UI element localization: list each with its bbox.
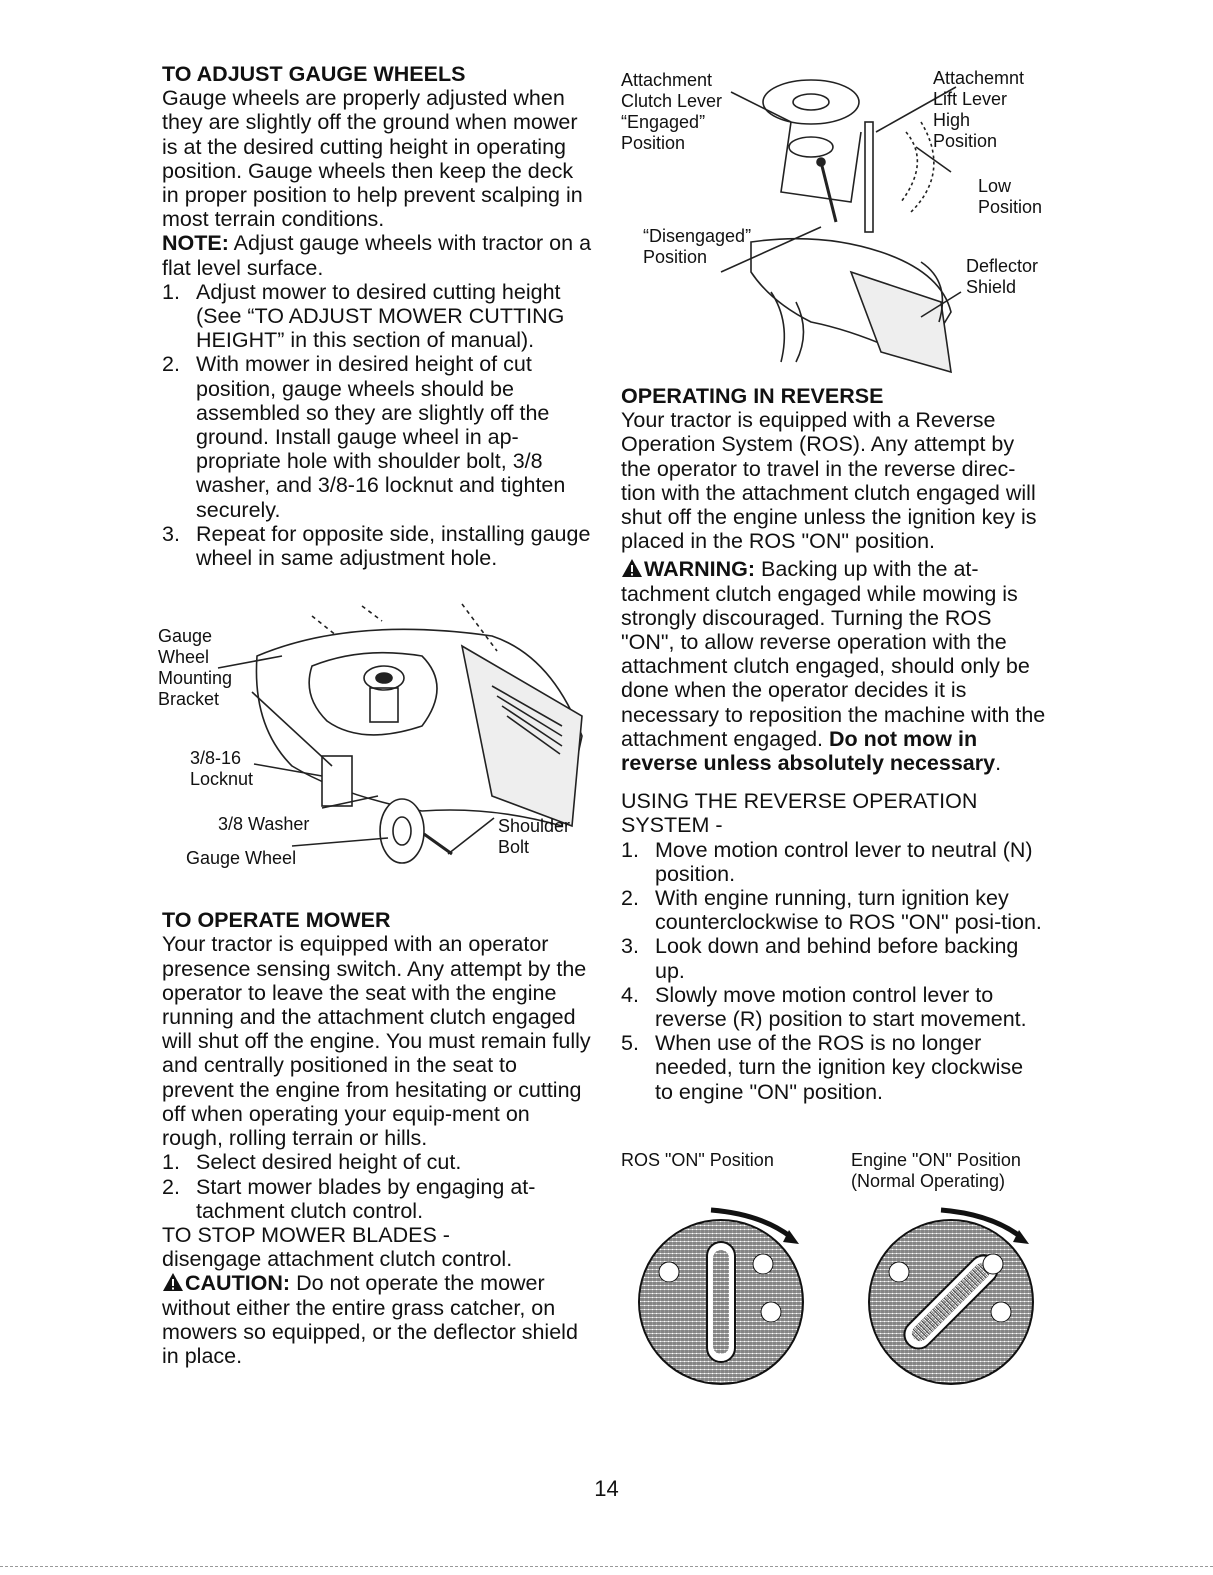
left-column <box>158 62 594 1368</box>
step-text: Slowly move motion control lever to reverse (R) position to start movement. <box>655 982 1027 1032</box>
step-number: 3. <box>621 934 639 959</box>
step-text: Move motion control lever to neutral (N) position. <box>655 837 1033 886</box>
warning-bold-text: Do not mow in reverse unless absolutely necessary <box>621 726 996 776</box>
label-shoulder-bolt: Shoulder Bolt <box>498 816 571 858</box>
page-number: 14 <box>594 1476 619 1501</box>
list-item <box>162 280 594 353</box>
using-ros-heading: USING THE REVERSE OPERATION SYSTEM - <box>621 789 978 838</box>
list-item <box>162 352 594 521</box>
page-bottom-rule <box>0 1566 1213 1567</box>
step-text: When use of the ROS is no longer needed, turn the ignition key clockwise to engine "ON" position. <box>655 1031 1024 1104</box>
operate-mower-text: Your tractor is equipped with an operator presence sensing switch. Any attempt by the operator to leave the seat with the engine running and the attachment clutch engaged will shut off the engine. You must remain fully and centrally positioned in the seat to prevent the engine from hesitating or cutting off when operating your equip-ment on rough, rolling terrain or hills. <box>162 932 591 1151</box>
warning-icon <box>621 558 643 578</box>
list-item <box>162 1175 594 1223</box>
gauge-wheels-intro: Gauge wheels are properly adjusted when they are slightly off the ground when mower is at the desired cutting height in operating position. Gauge wheels then keep the deck in proper position to help prevent scalping in most terrain conditions. <box>162 86 583 232</box>
label-mounting-bracket: Gauge Wheel Mounting Bracket <box>158 626 233 710</box>
right-column <box>621 62 1046 1400</box>
warning-paragraph <box>621 557 1046 775</box>
warning-end: . <box>995 751 1002 776</box>
gauge-wheels-steps <box>162 280 594 570</box>
step-number: 3. <box>162 521 180 546</box>
step-text: Look down and behind before backing up. <box>655 934 1019 983</box>
note-text: Adjust gauge wheels with tractor on a flat level surface. <box>162 231 592 280</box>
caution-text: Do not operate the mower without either the entire grass catcher, on mowers so equipped, or the deflector shield in place. <box>162 1271 578 1368</box>
ignition-key-figure <box>621 1150 1046 1400</box>
step-number: 2. <box>162 1174 180 1199</box>
warning-text: Backing up with the at-tachment clutch engaged while mowing is strongly discouraged. Turning the ROS "ON", to allow reverse operation with the attachment clutch engaged, should only be done when the operator decides it is necessary to reposition the machine with the attachment engaged. <box>621 557 1046 751</box>
using-ros-steps <box>621 838 1046 1104</box>
note-label: NOTE: <box>162 231 229 256</box>
reverse-heading: OPERATING IN REVERSE <box>621 384 884 408</box>
step-number: 2. <box>162 352 180 377</box>
step-text: Repeat for opposite side, installing gauge wheel in same adjustment hole. <box>196 521 591 571</box>
step-text: Start mower blades by engaging at-tachment clutch control. <box>196 1174 536 1223</box>
step-number: 1. <box>162 1150 180 1175</box>
step-number: 4. <box>621 982 639 1007</box>
stop-blades-text: disengage attachment clutch control. <box>162 1247 513 1272</box>
label-low-position: Low Position <box>978 176 1043 217</box>
reverse-text: Your tractor is equipped with a Reverse Operation System (ROS). Any attempt by the operator to travel in the reverse direc-tion with the attachment clutch engaged will shut off the engine unless the ignition key is placed in the ROS "ON" position. <box>621 408 1037 554</box>
step-text: Adjust mower to desired cutting height (See “TO ADJUST MOWER CUTTING HEIGHT” in this section of manual). <box>196 279 565 353</box>
label-deflector-shield: Deflector Shield <box>966 256 1039 297</box>
caution-paragraph <box>162 1271 594 1368</box>
step-text: With engine running, turn ignition key counterclockwise to ROS "ON" posi-tion. <box>655 886 1042 935</box>
step-number: 5. <box>621 1031 639 1056</box>
tractor-lever-figure <box>621 62 1046 384</box>
operate-mower-steps <box>162 1150 594 1223</box>
label-locknut: 3/8-16 Locknut <box>190 748 254 790</box>
warning-label: WARNING: <box>644 557 756 582</box>
list-item <box>621 983 1046 1031</box>
gauge-wheel-figure <box>158 596 594 896</box>
label-washer: 3/8 Washer <box>218 814 310 835</box>
gauge-wheels-heading: TO ADJUST GAUGE WHEELS <box>162 62 466 86</box>
step-number: 1. <box>621 837 639 862</box>
gauge-wheels-note <box>162 231 594 279</box>
list-item <box>621 886 1046 934</box>
step-number: 2. <box>621 886 639 911</box>
label-lift-lever-high: Attachemnt Lift Lever High Position <box>933 68 1025 151</box>
step-number: 1. <box>162 279 180 304</box>
label-ros-on: ROS "ON" Position <box>621 1149 774 1170</box>
step-text: With mower in desired height of cut position, gauge wheels should be assembled so they are slightly off the ground. Install gauge wheel in ap-propriate hole with shoulder bolt, 3/8 washer, and 3/8-16 locknut and tighten securely. <box>196 352 566 522</box>
ros-on-switch <box>639 1210 803 1384</box>
list-item <box>621 1031 1046 1104</box>
label-clutch-engaged: Attachment Clutch Lever “Engaged” Position <box>621 70 723 153</box>
list-item <box>162 522 594 570</box>
label-normal-operating: (Normal Operating) <box>851 1170 1006 1191</box>
list-item <box>621 838 1046 886</box>
caution-label: CAUTION: <box>185 1271 291 1296</box>
caution-icon <box>162 1272 184 1292</box>
label-engine-on: Engine "ON" Position <box>851 1149 1021 1170</box>
label-disengaged: “Disengaged” Position <box>643 226 752 267</box>
operate-mower-heading: TO OPERATE MOWER <box>162 908 391 933</box>
ignition-switch-illustration <box>621 1202 1046 1402</box>
engine-on-switch <box>869 1210 1033 1384</box>
label-gauge-wheel: Gauge Wheel <box>186 848 297 869</box>
step-text: Select desired height of cut. <box>196 1150 462 1175</box>
stop-blades-heading: TO STOP MOWER BLADES - <box>162 1222 450 1247</box>
list-item <box>162 1150 594 1174</box>
list-item <box>621 934 1046 982</box>
